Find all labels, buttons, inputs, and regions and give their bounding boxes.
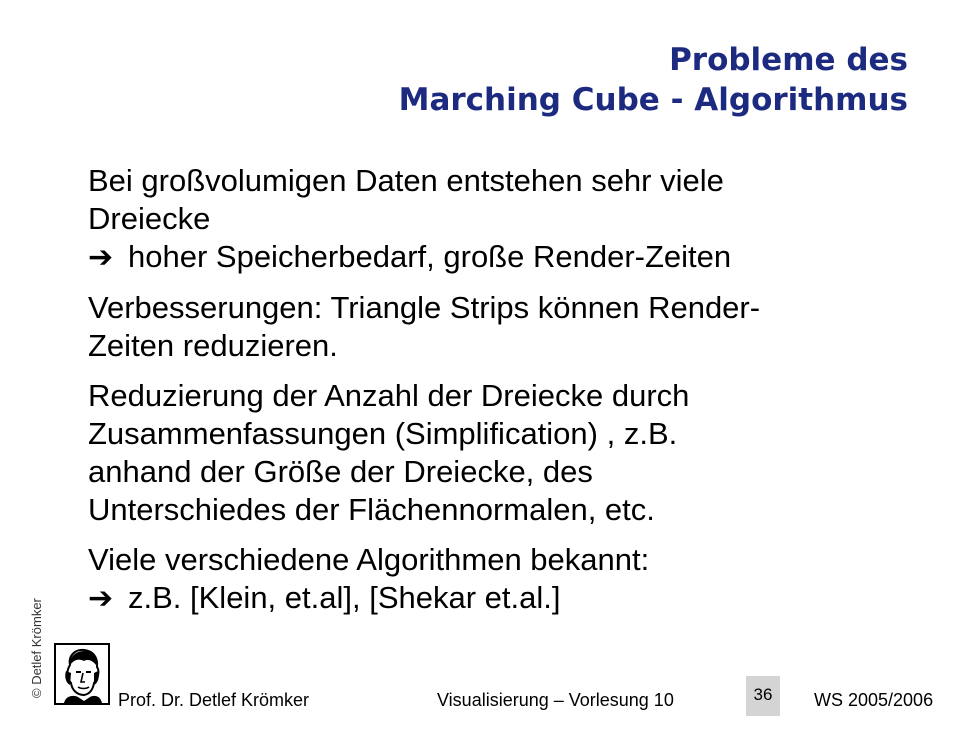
paragraph-line	[88, 415, 918, 453]
line-text: Bei großvolumigen Daten entstehen sehr viele	[88, 163, 724, 198]
line-text: anhand der Größe der Dreiecke, des	[88, 454, 593, 489]
copyright-notice	[26, 600, 46, 740]
line-text: Reduzierung der Anzahl der Dreiecke durch	[88, 378, 690, 413]
portrait-icon	[56, 645, 108, 703]
bullet-paragraph	[88, 162, 918, 277]
line-text: Viele verschiedene Algorithmen bekannt:	[88, 542, 650, 577]
line-text: Unterschiedes der Flächennormalen, etc.	[88, 492, 655, 527]
paragraph-line	[88, 200, 918, 238]
paragraph-line	[88, 453, 918, 491]
footer-author: Prof. Dr. Detlef Krömker	[118, 690, 310, 710]
line-text: hoher Speicherbedarf, große Render-Zeiten	[128, 239, 732, 274]
paragraph-line	[88, 579, 918, 618]
arrow-right-icon: ➔	[88, 241, 114, 274]
line-text: Zeiten reduzieren.	[88, 328, 338, 363]
arrow-right-icon: ➔	[88, 582, 114, 615]
goethe-portrait-logo	[54, 643, 110, 705]
copyright-text: © Detlef Krömker	[29, 598, 44, 698]
title-line-1: Probleme des	[669, 42, 908, 78]
page-number: 36	[746, 676, 780, 716]
line-text: Zusammenfassungen (Simplification) , z.B.	[88, 416, 678, 451]
paragraph-line	[88, 377, 918, 415]
slide-body	[88, 162, 918, 630]
paragraph-line	[88, 541, 918, 579]
bullet-paragraph	[88, 541, 918, 618]
line-text: Verbesserungen: Triangle Strips können Render-	[88, 290, 761, 325]
footer-course: Visualisierung – Vorlesung 10	[437, 690, 674, 710]
paragraph-line	[88, 289, 918, 327]
bullet-paragraph	[88, 289, 918, 365]
title-line-2: Marching Cube - Algorithmus	[398, 82, 908, 118]
footer-term: WS 2005/2006	[814, 690, 934, 710]
paragraph-line	[88, 238, 918, 277]
line-text: Dreiecke	[88, 201, 211, 236]
paragraph-line	[88, 491, 918, 529]
slide-title	[399, 40, 908, 120]
line-text: z.B. [Klein, et.al], [Shekar et.al.]	[128, 580, 561, 615]
paragraph-line	[88, 327, 918, 365]
paragraph-line	[88, 162, 918, 200]
bullet-paragraph	[88, 377, 918, 529]
